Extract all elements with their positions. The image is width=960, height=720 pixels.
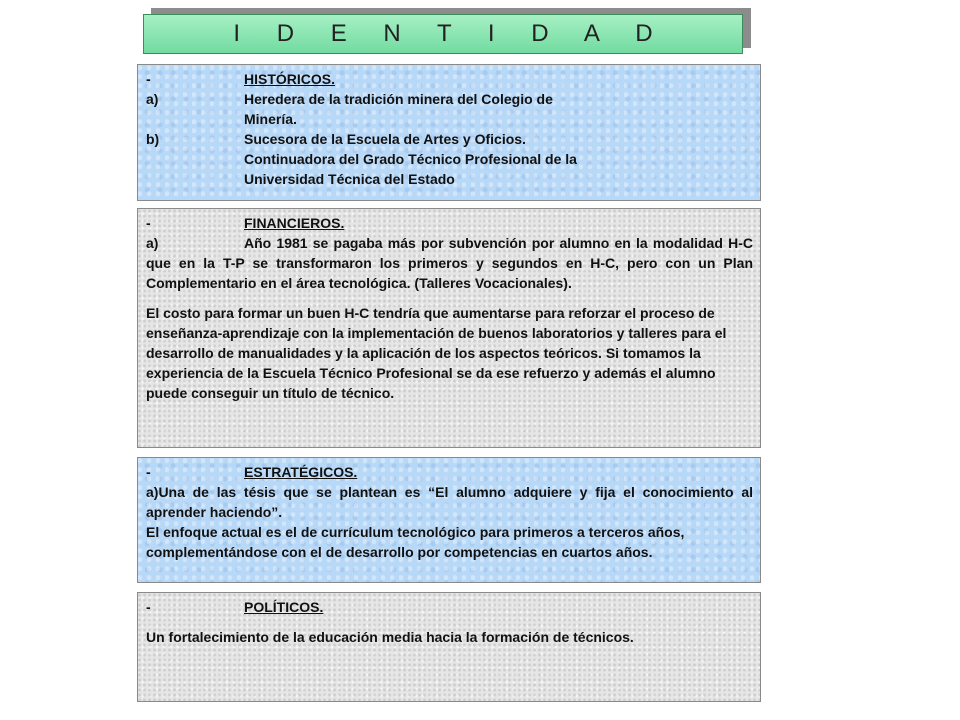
estrategicos-panel — [137, 457, 761, 583]
historicos-a-line1: Heredera de la tradición minera del Colegio de — [244, 91, 553, 107]
historicos-item-b — [146, 129, 753, 149]
financieros-paragraph: El costo para formar un buen H-C tendría que aumentarse para reforzar el proceso de enseñanza-aprendizaje con la implementación de buenos laboratorios y talleres para el desarrollo de manualidades y la aplicación de los aspectos teóricos. Si tomamos la experiencia de la Escuela Técnico Profesional se da ese refuerzo y además el alumno puede conseguir un título de técnico. — [146, 305, 727, 401]
historicos-b-line2: Continuadora del Grado Técnico Profesional de la — [244, 151, 577, 167]
historicos-heading-row — [146, 69, 753, 89]
historicos-item-a — [146, 89, 753, 109]
estrategicos-heading: ESTRATÉGICOS. — [244, 464, 358, 480]
financieros-panel — [137, 208, 761, 448]
estrategicos-dash: - — [146, 464, 151, 480]
historicos-b-label: b) — [146, 131, 160, 147]
financieros-heading: FINANCIEROS. — [244, 215, 345, 231]
estrategicos-item-a: a)Una de las tésis que se plantean es “El alumno adquiere y fija el conocimiento al aprender haciendo”. — [146, 484, 753, 520]
page-title: I D E N T I D A D — [233, 20, 668, 47]
politicos-dash: - — [146, 599, 151, 615]
historicos-b-line3: Universidad Técnica del Estado — [244, 171, 455, 187]
historicos-a-label: a) — [146, 91, 159, 107]
estrategicos-paragraph: El enfoque actual es el de currículum tecnológico para primeros a terceros años, complementándose con el de desarrollo por competencias en cuartos años. — [146, 524, 685, 560]
financieros-a-label: a) — [146, 235, 159, 251]
financieros-heading-row — [146, 213, 753, 233]
politicos-panel — [137, 592, 761, 702]
financieros-a-text: Año 1981 se pagaba más por subvención por alumno en la modalidad H-C que en la T-P se transformaron los primeros y segundos en H-C, pero con un Plan Complementario en el área tecnológica. (Talleres Vocacionales). — [146, 235, 753, 291]
historicos-b-line1: Sucesora de la Escuela de Artes y Oficios. — [244, 131, 526, 147]
estrategicos-heading-row — [146, 462, 753, 482]
historicos-panel — [137, 64, 761, 201]
historicos-heading: HISTÓRICOS. — [244, 71, 336, 87]
politicos-paragraph: Un fortalecimiento de la educación media hacia la formación de técnicos. — [146, 629, 634, 645]
historicos-dash: - — [146, 71, 151, 87]
politicos-heading: POLÍTICOS. — [244, 599, 324, 615]
historicos-a-line2: Minería. — [244, 111, 297, 127]
page-title-banner — [143, 14, 743, 54]
financieros-item-a — [146, 233, 753, 293]
politicos-heading-row — [146, 597, 753, 617]
financieros-dash: - — [146, 215, 151, 231]
